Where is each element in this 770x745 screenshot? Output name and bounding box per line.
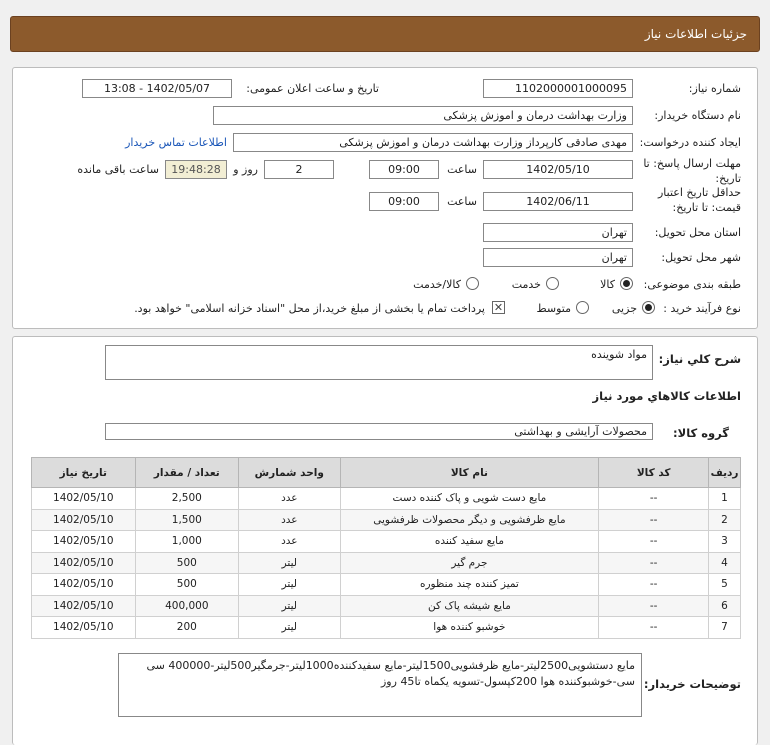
- goods-group-label: گروه کالا:: [673, 426, 729, 440]
- item-code: --: [599, 617, 709, 639]
- goods-info-title: اطلاعات کالاهاي مورد نياز: [592, 389, 741, 403]
- item-name: خوشبو کننده هوا: [340, 617, 599, 639]
- item-quantity: 200: [135, 617, 239, 639]
- table-row: [32, 531, 741, 553]
- need-number-label: شماره نیاز:: [688, 82, 741, 95]
- process-radio-minor[interactable]: [642, 301, 655, 314]
- item-name: مایع شیشه پاک کن: [340, 595, 599, 617]
- item-code: --: [599, 488, 709, 510]
- item-code: --: [599, 595, 709, 617]
- row-number: 1: [709, 488, 741, 510]
- item-quantity: 500: [135, 574, 239, 596]
- buyer-org-label: نام دستگاه خریدار:: [654, 109, 741, 122]
- item-unit: عدد: [239, 488, 340, 510]
- item-unit: عدد: [239, 509, 340, 531]
- item-need-date: 1402/05/10: [32, 531, 136, 553]
- col-item-code: کد کالا: [599, 458, 709, 488]
- process-option-minor: جزیی: [611, 302, 637, 315]
- deadline-time-field: 09:00: [369, 160, 439, 179]
- table-row: [32, 617, 741, 639]
- summary-label: شرح کلي نياز:: [658, 352, 741, 366]
- col-need-date: تاریخ نیاز: [32, 458, 136, 488]
- row-number: 2: [709, 509, 741, 531]
- province-field: تهران: [483, 223, 633, 242]
- validity-time-field: 09:00: [369, 192, 439, 211]
- item-need-date: 1402/05/10: [32, 488, 136, 510]
- item-unit: لیتر: [239, 617, 340, 639]
- row-number: 4: [709, 552, 741, 574]
- item-name: جرم گیر: [340, 552, 599, 574]
- item-code: --: [599, 531, 709, 553]
- buyer-notes-label: توضیحات خریدار:: [643, 677, 741, 691]
- table-header-row: [32, 458, 741, 488]
- col-quantity: تعداد / مقدار: [135, 458, 239, 488]
- item-need-date: 1402/05/10: [32, 574, 136, 596]
- buyer-notes-section: [13, 653, 757, 723]
- col-unit: واحد شمارش: [239, 458, 340, 488]
- row-number: 5: [709, 574, 741, 596]
- category-label: طبقه بندی موضوعی:: [643, 278, 741, 291]
- item-need-date: 1402/05/10: [32, 617, 136, 639]
- item-unit: لیتر: [239, 595, 340, 617]
- category-radio-goods-service[interactable]: [466, 277, 479, 290]
- item-quantity: 500: [135, 552, 239, 574]
- category-option-goods-service: کالا/خدمت: [413, 278, 461, 291]
- item-quantity: 400,000: [135, 595, 239, 617]
- process-radio-medium[interactable]: [576, 301, 589, 314]
- validity-time-label: ساعت: [447, 195, 477, 208]
- item-unit: لیتر: [239, 574, 340, 596]
- creator-field: مهدی صادقی کارپرداز وزارت بهداشت درمان و اموزش پزشکی: [233, 133, 633, 152]
- days-label: روز و: [233, 163, 258, 176]
- row-number: 7: [709, 617, 741, 639]
- table-row: [32, 488, 741, 510]
- city-field: تهران: [483, 248, 633, 267]
- row-number: 6: [709, 595, 741, 617]
- need-number-field: 1102000001000095: [483, 79, 633, 98]
- summary-field: مواد شوینده: [105, 345, 653, 380]
- item-code: --: [599, 574, 709, 596]
- announce-label: تاریخ و ساعت اعلان عمومی:: [246, 82, 379, 95]
- table-row: [32, 574, 741, 596]
- category-option-service: خدمت: [511, 278, 541, 291]
- col-item-name: نام کالا: [340, 458, 599, 488]
- category-option-goods: کالا: [600, 278, 615, 291]
- remaining-label: ساعت باقی مانده: [77, 163, 159, 176]
- announce-datetime-field: 1402/05/07 - 13:08: [82, 79, 232, 98]
- goods-group-field: محصولات آرایشی و بهداشتی: [105, 423, 653, 440]
- remaining-time-field: 19:48:28: [165, 160, 227, 179]
- item-name: تمیز کننده چند منظوره: [340, 574, 599, 596]
- item-unit: لیتر: [239, 552, 340, 574]
- days-field: 2: [264, 160, 334, 179]
- city-label: شهر محل تحویل:: [661, 251, 741, 264]
- row-number: 3: [709, 531, 741, 553]
- table-row: [32, 509, 741, 531]
- table-row: [32, 595, 741, 617]
- item-code: --: [599, 509, 709, 531]
- item-quantity: 2,500: [135, 488, 239, 510]
- category-radio-service[interactable]: [546, 277, 559, 290]
- treasury-payment-checkbox[interactable]: ✕: [493, 301, 504, 314]
- page-header: [10, 16, 760, 52]
- validity-label: حداقل تاریخ اعتبار قیمت: تا تاریخ:: [657, 186, 741, 214]
- page-title: جزئیات اطلاعات نیاز: [644, 27, 747, 41]
- item-name: مایع دست شویی و پاک کننده دست: [340, 488, 599, 510]
- request-info-panel: [12, 67, 758, 329]
- item-name: مایع سفید کننده: [340, 531, 599, 553]
- item-quantity: 1,000: [135, 531, 239, 553]
- item-code: --: [599, 552, 709, 574]
- item-need-date: 1402/05/10: [32, 595, 136, 617]
- validity-date-field: 1402/06/11: [483, 192, 633, 211]
- buyer-contact-link[interactable]: اطلاعات تماس خریدار: [125, 136, 227, 149]
- deadline-date-field: 1402/05/10: [483, 160, 633, 179]
- creator-label: ایجاد کننده درخواست:: [639, 136, 741, 149]
- details-panel: [12, 336, 758, 745]
- item-need-date: 1402/05/10: [32, 509, 136, 531]
- province-label: استان محل تحویل:: [654, 226, 741, 239]
- deadline-time-label: ساعت: [447, 163, 477, 176]
- item-quantity: 1,500: [135, 509, 239, 531]
- buyer-org-field: وزارت بهداشت درمان و اموزش پزشکی: [213, 106, 633, 125]
- treasury-payment-note: پرداخت تمام یا بخشی از مبلغ خرید،از محل "اسناد خزانه اسلامی" خواهد بود.: [134, 302, 485, 315]
- deadline-label: مهلت ارسال پاسخ: تا تاریخ:: [643, 157, 741, 185]
- col-row-number: ردیف: [709, 458, 741, 488]
- process-label: نوع فرآیند خرید :: [663, 302, 741, 315]
- table-row: [32, 552, 741, 574]
- buyer-notes-field: مایع دستشویی2500لیتر-مایع ظرفشویی1500لیتر-مایع سفیدکننده1000لیتر-جرمگیر500لیتر-400000 سی سی-خوشبوکننده هوا 200کپسول-تسویه یکماه تا45 روز: [118, 653, 642, 717]
- item-need-date: 1402/05/10: [32, 552, 136, 574]
- category-radio-goods[interactable]: [620, 277, 633, 290]
- process-option-medium: متوسط: [536, 302, 571, 315]
- goods-table: [31, 457, 741, 639]
- item-name: مایع ظرفشویی و دیگر محصولات ظرفشویی: [340, 509, 599, 531]
- item-unit: عدد: [239, 531, 340, 553]
